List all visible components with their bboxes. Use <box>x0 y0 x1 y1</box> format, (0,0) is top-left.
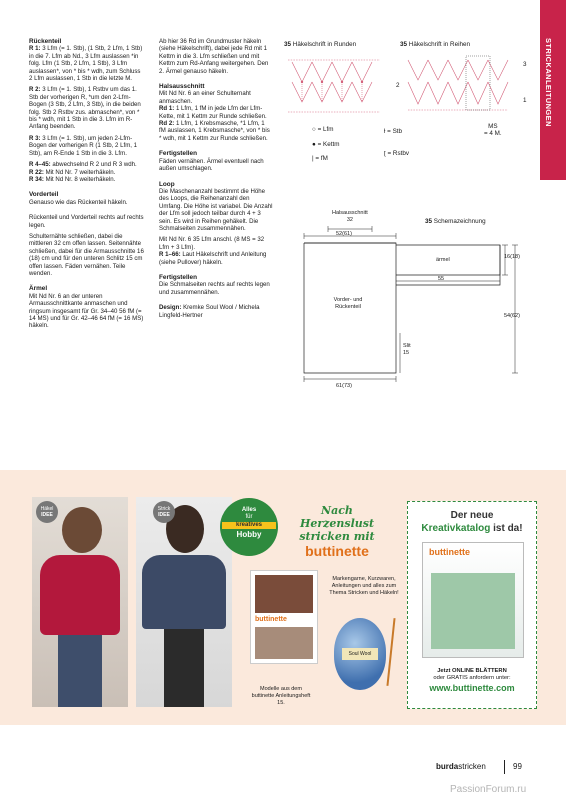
paragraph-vorderteil: Genauso wie das Rückenteil häkeln. <box>29 198 128 206</box>
paragraph-fertigstellen-2: Die Schmalseiten rechts auf rechts legen und zusammennähen. <box>159 281 270 296</box>
paragraph-hals-rd2: Rd 2: 1 Lfm, 1 Krebsmasche, *1 Lfm, 1 fM auslassen, 1 Krebsmasche*, von * bis * wdh, mit 1 Kettm zur Runde schließen. <box>159 120 270 142</box>
paragraph-fertigstellen: Fäden vernähen. Ärmel eventuell nach außen umschlagen. <box>159 157 264 173</box>
row-label-3: 3 <box>523 61 527 68</box>
schema-hals-label: Halsausschnitt 32 <box>332 210 368 223</box>
heading-loop: Loop <box>159 180 175 188</box>
legend-stb: ƚ = Stb <box>384 128 403 135</box>
paragraph-r22: R 22: Mit Nd Nr. 7 weiterhäkeln. <box>29 168 116 176</box>
yarn-ball: Soul Wool <box>334 618 386 690</box>
legend-fm: | = fM <box>312 155 328 162</box>
badge-alles-fuer-hobby: Alles für kreatives Hobby <box>220 498 278 556</box>
yarn-caption: Markengarne, Kurzwaren, Anleitungen und alles zum Thema Stricken und Häkeln! <box>329 576 399 596</box>
paragraph-r1: R 1: 3 Lfm (= 1. Stb), (1 Stb, 2 Lfm, 1 Stb) in die 7. Lfm ab Nd., 3 Lfm auslassen *in folg. Lfm (1 Stb, 2 Lfm, 1 Stb), 3 Lfm auslassen*, von * bis * wdh, zum Schluss 2 Lfm auslassen, 1 Stb in die letzte M. <box>29 45 143 83</box>
paragraph-r4-45: R 4–45: abwechselnd R 2 und R 3 wdh. <box>29 161 137 169</box>
heading-aermel: Ärmel <box>29 285 48 293</box>
heading-fertigstellen-2: Fertigstellen <box>159 273 197 281</box>
katalog-panel: Der neue Kreativkatalog ist da! buttinette Jetzt ONLINE BLÄTTERN oder GRATIS anfordern unter: www.buttinette.com <box>407 501 537 709</box>
schema-aermel: ärmel <box>436 257 450 263</box>
page-footer <box>0 752 566 800</box>
schema-aermel-h: 16(18) <box>504 254 520 260</box>
text-column-1 <box>29 38 145 334</box>
paragraph-loop-r1-66: R 1–66: Laut Häkelschrift und Anleitung (siehe Pullover) häkeln. <box>159 251 267 266</box>
paragraph-r3: R 3: 3 Lfm (= 1. Stb), um jeden 2-Lfm-Bogen der vorherigen R (1 Stb, 2 Lfm, 1 Stb), am R-Ende 1 Stb in die 3. Lfm. <box>29 134 138 157</box>
heading-rueckenteil: Rückenteil <box>29 38 62 45</box>
badge-haekel-idee: Häkel IDEE <box>36 501 58 523</box>
paragraph-r2: R 2: 3 Lfm (= 1. Stb), 1 Rstbv um das 1. Stb der vorherigen R, *um den 2-Lfm-Bogen (3 Stb, 2 Lfm, 3 Stb), in die beiden folg. Stb 2 Rstbv zus. abmaschen*, von * bis * wdh, mit 1 Stb in die 3. Lfm im R-Anfang beenden. <box>29 86 141 131</box>
single-crochet-icon: | <box>312 155 314 162</box>
schema-width-bottom: 61(73) <box>336 383 352 389</box>
paragraph-intro: Ab hier 36 Rd im Grundmuster häkeln (siehe Häkelschrift), dabei jede Rd mit 1 Kettm in die 3. Lfm schließen und mit Kettm zum Rd-Anfang weitergehen. Den 2. Ärmel genauso häkeln. <box>159 38 269 75</box>
schema-body-label: Vorder- und Rückenteil <box>333 297 363 310</box>
paragraph-loop: Die Maschenanzahl bestimmt die Höhe des Loops, die Reihenanzahl den Umfang. Die Höhe ist variabel. Die Anzahl der Lfm soll jedoch teilbar durch 4 + 3 sein. Es wird in Reihen gehäkelt. Die Schmalseiten zusammennähen. <box>159 187 273 232</box>
section-tab <box>540 0 566 180</box>
chain-icon: ○ <box>312 126 316 133</box>
advertisement <box>0 470 566 725</box>
text-column-2 <box>159 38 273 323</box>
paragraph-naehte: Rückenteil und Vorderteil rechts auf rechts legen. <box>29 214 144 229</box>
chart-runden-title: 35 Häkelschrift in Runden <box>284 41 357 48</box>
heading-halsausschnitt: Halsausschnitt <box>159 83 205 91</box>
slip-stitch-icon: ● <box>312 141 316 148</box>
row-label-1: 1 <box>523 97 527 104</box>
photo-knit-model <box>136 497 232 707</box>
page-number: 99 <box>513 762 522 771</box>
paragraph-loop-nd: Mit Nd Nr. 6 35 Lfm anschl. (8 MS = 32 Lfm + 3 Lfm). <box>159 236 265 251</box>
heading-vorderteil: Vorderteil <box>29 191 59 199</box>
legend-kettm: ● = Kettm <box>312 141 340 148</box>
double-crochet-icon: ƚ <box>384 128 386 135</box>
crochet-chart-reihen <box>404 52 512 114</box>
schema-title: 35 Schemazeichnung <box>425 218 486 225</box>
paragraph-hals-rd1: Rd 1: 1 Lfm, 1 fM in jede Lfm der Lfm-Kette, mit 1 Kettm zur Runde schließen. <box>159 105 267 120</box>
legend-lfm: ○ = Lfm <box>312 126 334 133</box>
watermark: PassionForum.ru <box>450 784 527 795</box>
paragraph-schulter: Schulternähte schließen, dabei die mittleren 32 cm offen lassen. Seitennähte schließen, dabei für die Armausschnitte 16 (18) cm und für den unteren Schlitz 15 cm offen lassen. Fäden vernähen. Teile wenden. <box>29 232 144 277</box>
badge-strick-idee: Strick IDEE <box>153 501 175 523</box>
chart-reihen-title: 35 Häkelschrift in Reihen <box>400 41 471 48</box>
footer-brand: burdastricken <box>436 762 486 771</box>
paragraph-hals: Mit Nd Nr. 6 an einer Schulternaht anmaschen. <box>159 90 251 105</box>
footer-separator <box>504 760 505 774</box>
crochet-hook-icon <box>386 618 395 686</box>
paragraph-design: Design: Kremke Soul Wool / Michela Lingfeld-Hertner <box>159 304 260 319</box>
legend-rstbv: ʈ = Rstbv <box>384 150 410 157</box>
magazine-caption: Modelle aus dem buttinette Anleitungsheft 15. <box>251 686 311 706</box>
schema-height: 54(62) <box>504 313 520 319</box>
post-stitch-icon: ʈ <box>384 150 386 157</box>
katalog-cover: buttinette <box>422 542 524 658</box>
heading-fertigstellen: Fertigstellen <box>159 150 197 158</box>
ad-headline: Nach Herzenslust stricken mit buttinette <box>299 504 375 559</box>
paragraph-r34: R 34: Mit Nd Nr. 8 weiterhäkeln. <box>29 175 116 183</box>
photo-crochet-model <box>32 497 128 707</box>
schema-slit: Slit 15 <box>403 343 411 356</box>
paragraph-aermel: Mit Nd Nr. 6 an der unteren Armausschnittkante anmaschen und ringsum insgesamt für Gr. 34–40 56 fM (= 14 MS) und für Gr. 42–46 64 fM (= 16 MS) häkeln. <box>29 292 144 330</box>
schema-aermel-w: 55 <box>438 276 445 282</box>
section-tab-label: STRICKANLEITUNGEN <box>544 38 553 127</box>
magazine-cover: buttinette <box>250 570 318 664</box>
row-label-2: 2 <box>396 82 400 89</box>
schema-width-top: 52(61) <box>336 231 352 237</box>
crochet-chart-runden <box>284 52 384 114</box>
ms-label: MS = 4 M. <box>484 123 502 137</box>
